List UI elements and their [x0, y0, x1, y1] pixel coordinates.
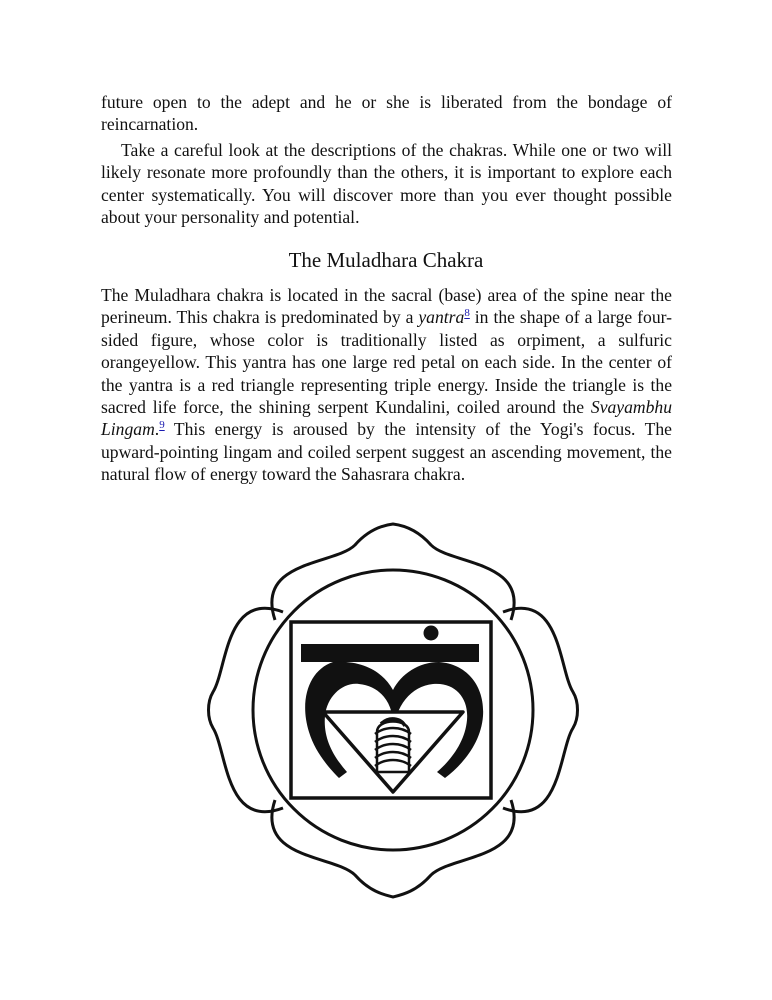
svayambhu-lingam — [375, 719, 411, 772]
paragraph-text: . — [154, 419, 160, 440]
petal-top — [272, 524, 514, 620]
paragraph-chakra-advice: Take a careful look at the descriptions of the chakras. While one or two will likely resonate more profoundly than the others, it is important to explore each center systematically. You will discover more than you ever thought possible about your personality and potential. — [101, 140, 672, 228]
paragraph-muladhara — [101, 284, 672, 486]
muladhara-chakra-figure — [205, 520, 581, 900]
paragraph-text: in the shape of a large four-sided figure, whose color is traditionally listed as orpiment, a sulfuric orangeyellow. This yantra has one large red petal on each side. In the center of the yantra is a red triangle representing triple energy. Inside the triangle is the sacred life force, the shining serpent Kundalini, coiled around the — [101, 307, 672, 418]
footnote-link-9[interactable]: 9 — [159, 419, 165, 432]
paragraph-continuation: future open to the adept and he or she is liberated from the bondage of reincarnation. — [101, 92, 672, 135]
term-yantra: yantra — [418, 307, 465, 328]
section-heading: The Muladhara Chakra — [288, 248, 484, 272]
paragraph-text: The Muladhara chakra is located in the sacral (base) area of the spine near the perineum. This chakra is predominated by a — [101, 285, 672, 328]
footnote-link-8[interactable]: 8 — [464, 307, 470, 320]
muladhara-yantra-svg — [205, 520, 581, 900]
paragraph-text: This energy is aroused by the intensity of the Yogi's focus. The upward-pointing lingam and coiled serpent suggest an ascending movement, the natural flow of energy toward the Sahasrara chakra. — [101, 419, 672, 485]
term-svayambhu-lingam: Svayambhu Lingam — [101, 397, 672, 440]
